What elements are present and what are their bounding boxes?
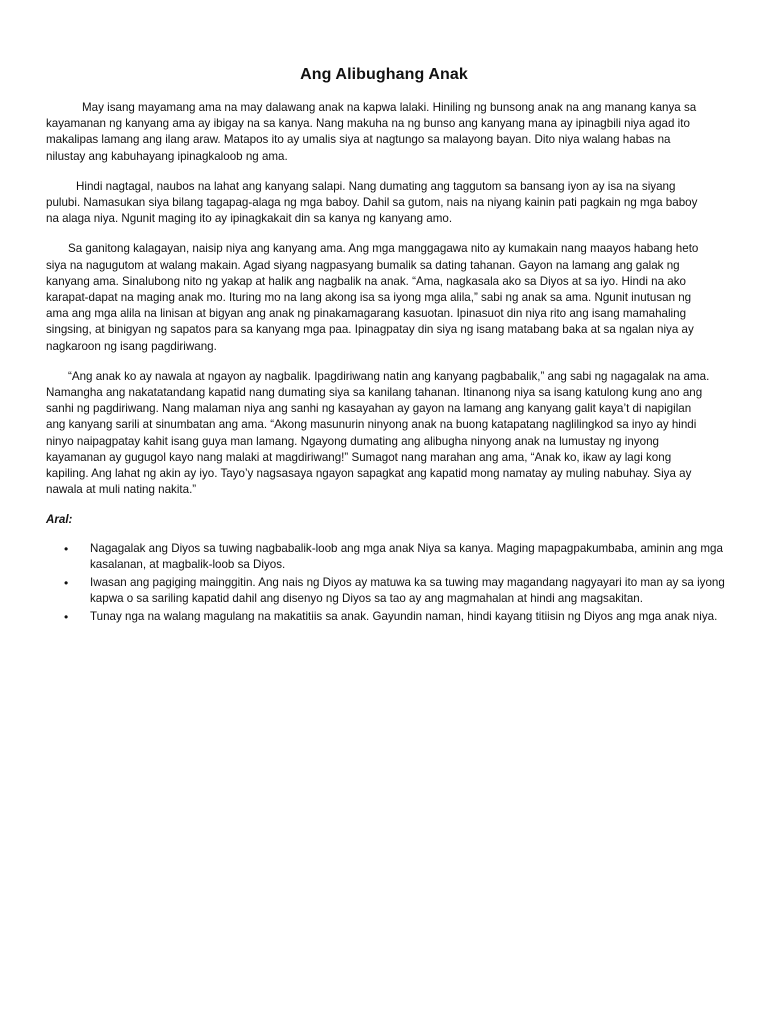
lesson-item-3 [46, 609, 730, 625]
aral-heading: Aral: [46, 513, 73, 527]
lesson-text-1: Nagagalak ang Diyos sa tuwing nagbabalik-loob ang mga anak Niya sa kanya. Maging mapagpakumbaba, aminin ang mga kasalanan, at magbalik-loob sa Diyos. [90, 541, 723, 571]
bullet-icon: • [64, 541, 69, 556]
lesson-item-2 [46, 575, 730, 607]
lesson-text-2: Iwasan ang pagiging mainggitin. Ang nais ng Diyos ay matuwa ka sa tuwing may magandang nagyayari ito man ay sa iyong kapwa o sa sariling kapatid dahil ang disenyo ng Diyos sa tao ay ang magmahalan at hindi ang magsakitan. [90, 576, 725, 606]
paragraph-4: “Ang anak ko ay nawala at ngayon ay nagbalik. Ipagdiriwang natin ang kanyang pagbabalik,” ang sabi ng nagagalak na ama. Namangha ang nakatatandang kapatid nang dumating siya sa kanilang tahanan. Itinanong niya sa isang katulong kung ano ang sanhi ng pagdiriwang. Nang malaman niya ang sanhi ng kasayahan ay gayon na lamang ang kanyang galit kaya’t di napigilan ang kanyang sarili at sinumbatan ang ama. “Akong masunurin ninyong anak na buong katapatang naglilingkod sa inyo ay hindi ninyo naipagpatay kahit isang guya man lamang. Ngayong dumating ang alibugha ninyong anak na lumustay ng inyong kayamanan ay gugugol kayo nang malaki at magdiriwang!” Sumagot nang marahan ang ama, “Anak ko, ikaw ay lagi kong kapiling. Ang lahat ng akin ay iyo. Tayo’y nagsasaya ngayon sapagkat ang kapatid mong namatay ay muling nabuhay. Siya ay nawala at muli nating nakita.” [46, 369, 710, 497]
document-body [46, 100, 725, 628]
lesson-item-1 [46, 541, 730, 573]
paragraph-1: May isang mayamang ama na may dalawang anak na kapwa lalaki. Hiniling ng bunsong anak na ang manang kanya sa kayamanan ng kanyang ama ay ibigay na sa kanya. Nang makuha na ng bunso ang kanyang mana ay ipinagbili niya agad ito makalipas lamang ang ilang araw. Matapos ito ay umalis siya at nagtungo sa malayong bayan. Dito niya walang habas na nilustay ang kabuhayang ipinagkaloob ng ama. [46, 101, 697, 163]
lessons-list [46, 541, 725, 626]
document-title: Ang Alibughang Anak [300, 66, 468, 83]
bullet-icon: • [64, 610, 69, 625]
lesson-text-3: Tunay nga na walang magulang na makatitiis sa anak. Gayundin naman, hindi kayang titiisin ng Diyos ang mga anak niya. [90, 610, 718, 624]
bullet-icon: • [64, 576, 69, 591]
paragraph-2: Hindi nagtagal, naubos na lahat ang kanyang salapi. Nang dumating ang taggutom sa bansang iyon ay isa na siyang pulubi. Namasukan siya bilang tagapag-alaga ng mga baboy. Dahil sa gutom, nais na niyang kainin pati pagkain ng mga baboy na alaga niya. Ngunit maging ito ay ipinagkakait din sa kanya ng kanyang amo. [46, 179, 698, 226]
paragraph-3: Sa ganitong kalagayan, naisip niya ang kanyang ama. Ang mga manggagawa nito ay kumakain nang maayos habang heto siya na nagugutom at walang makain. Agad siyang nagpasyang bumalik sa dating tahanan. Gayon na lamang ang galak ng kanyang ama. Sinalubong nito ng yakap at halik ang nagbalik na anak. “Ama, nagkasala ako sa Diyos at sa iyo. Hindi na ako karapat-dapat na maging anak mo. Ituring mo na lang akong isa sa iyong mga alila,” sabi ng anak sa ama. Ngunit inutusan ng ama ang mga alila na linisan at bigyan ang anak ng pinakamagarang kasuotan. Ipinasuot din niya rito ang isang mamahaling singsing, at binigyan ng sapatos para sa kanyang mga paa. Ipinagpatay din siya ng isang matabang baka at sa ngalan niya ay nagkaroon ng isang pagdiriwang. [46, 242, 699, 353]
